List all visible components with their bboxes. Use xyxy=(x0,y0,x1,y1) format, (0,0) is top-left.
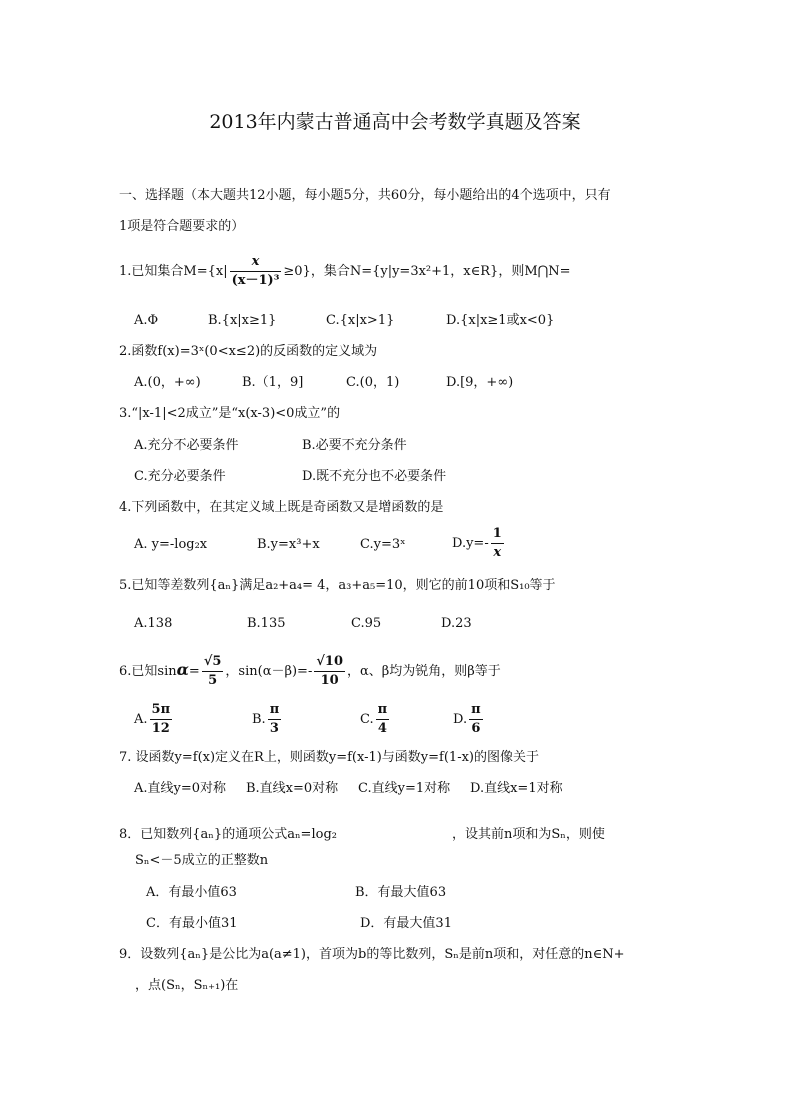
q6-opt-c-num: π xyxy=(376,701,390,720)
q6-stem-part-c: ，α、β均为锐角，则β等于 xyxy=(347,664,501,679)
q2-option-b: B.（1，9] xyxy=(242,375,304,390)
q8-option-b: B．有最大值63 xyxy=(355,885,447,900)
question-8-stem-b: ，设其前n项和为Sₙ，则使 xyxy=(452,827,605,842)
q2-option-d: D.[9，+∞) xyxy=(446,375,514,390)
q6-opt-d-num: π xyxy=(469,701,483,720)
section-header-line2: 1项是符合题要求的） xyxy=(119,219,245,234)
q1-frac-numerator: x xyxy=(230,253,282,272)
q6-option-d-fraction xyxy=(469,701,483,738)
q7-option-a: A.直线y=0对称 xyxy=(134,781,227,796)
q6-f1-numerator: √5 xyxy=(202,653,224,672)
q6-opt-b-den: 3 xyxy=(269,721,279,736)
q6-stem-part-b: ，sin(α－β)=- xyxy=(225,664,313,679)
q3-option-d: D.既不充分也不必要条件 xyxy=(302,469,447,484)
q6-f2-numerator: √10 xyxy=(314,653,345,672)
q6-opt-d-den: 6 xyxy=(471,721,481,736)
q6-option-a-fraction xyxy=(150,701,173,738)
question-8-stem-a: 8．已知数列{aₙ}的通项公式aₙ=log₂ xyxy=(119,827,337,842)
q6-opt-a-den: 12 xyxy=(151,721,170,736)
q7-option-d: D.直线x=1对称 xyxy=(470,781,563,796)
q1-option-c: C.{x|x>1} xyxy=(326,313,395,328)
q4-optd-numerator: 1 xyxy=(491,525,504,544)
q6-f2-denominator: 10 xyxy=(320,673,339,688)
q2-option-a: A.(0，+∞) xyxy=(134,375,201,390)
q2-option-c: C.(0，1) xyxy=(346,375,400,390)
q6-option-c-fraction xyxy=(376,701,390,738)
q4-optd-denominator: x xyxy=(493,545,502,560)
q7-option-b: B.直线x=0对称 xyxy=(246,781,339,796)
q7-option-c: C.直线y=1对称 xyxy=(358,781,451,796)
q8-option-a: A．有最小值63 xyxy=(146,885,237,900)
question-8-stem-c: Sₙ<－5成立的正整数n xyxy=(135,853,269,868)
q3-option-b: B.必要不充分条件 xyxy=(302,438,407,453)
q6-fraction-1 xyxy=(202,653,224,690)
q6-fraction-2 xyxy=(314,653,345,690)
q6-opt-c-den: 4 xyxy=(377,721,387,736)
q6-option-a xyxy=(134,700,174,740)
q8-option-c: C．有最小值31 xyxy=(146,916,238,931)
q1-option-b: B.{x|x≥1} xyxy=(208,313,277,328)
q6-f1-denominator: 5 xyxy=(208,673,218,688)
q5-option-b: B.135 xyxy=(247,616,286,631)
question-7-stem: 7. 设函数y=f(x)定义在R上，则函数y=f(x-1)与函数y=f(1-x)的图像关于 xyxy=(119,750,539,765)
question-4-stem: 4.下列函数中，在其定义域上既是奇函数又是增函数的是 xyxy=(119,500,444,515)
q1-frac-denominator: (x－1)³ xyxy=(231,273,280,288)
q4-option-b: B.y=x³+x xyxy=(257,537,320,552)
q1-option-a: A.Φ xyxy=(134,313,159,328)
page-title: 2013年内蒙古普通高中会考数学真题及答案 xyxy=(209,111,581,133)
section-header-line1: 一、选择题（本大题共12小题，每小题5分，共60分，每小题给出的4个选项中，只有 xyxy=(119,188,611,203)
q4-option-c: C.y=3ˣ xyxy=(360,537,406,552)
q6-option-b-label: B. xyxy=(252,712,266,727)
q3-option-c: C.充分必要条件 xyxy=(134,469,226,484)
q6-option-c xyxy=(360,700,391,740)
q6-option-d-label: D. xyxy=(453,712,468,727)
q1-option-d: D.{x|x≥1或x<0} xyxy=(446,313,555,328)
q6-opt-b-num: π xyxy=(268,701,282,720)
q6-option-a-label: A. xyxy=(134,712,148,727)
q6-stem-part-a: 6.已知sin xyxy=(119,664,177,679)
question-2-stem: 2.函数f(x)=3ˣ(0<x≤2)的反函数的定义域为 xyxy=(119,344,378,359)
q8-option-d: D．有最大值31 xyxy=(360,916,452,931)
q1-stem-part-b: ≥0}，集合N={y|y=3x²+1，x∈R}，则M⋂N= xyxy=(283,264,571,279)
question-5-stem: 5.已知等差数列{aₙ}满足a₂+a₄= 4，a₃+a₅=10，则它的前10项和S₁₀等于 xyxy=(119,578,556,593)
q6-option-d xyxy=(453,700,485,740)
question-3-stem: 3.“|x-1|<2成立”是“x(x-3)<0成立”的 xyxy=(119,406,341,421)
question-9-stem-a: 9．设数列{aₙ}是公比为a(a≠1)，首项为b的等比数列，Sₙ是前n项和，对任意的n∈N+ xyxy=(119,947,625,962)
question-9-stem-b: ，点(Sₙ，Sₙ₊₁)在 xyxy=(135,978,239,993)
question-1-stem xyxy=(119,252,571,292)
q6-option-c-label: C. xyxy=(360,712,374,727)
q4-option-a: A. y=-log₂x xyxy=(134,537,208,552)
q4-option-d xyxy=(452,524,506,564)
q6-option-b xyxy=(252,700,283,740)
q1-stem-part-a: 1.已知集合M={x| xyxy=(119,264,228,279)
q5-option-d: D.23 xyxy=(441,616,472,631)
q4-optd-fraction xyxy=(491,525,504,562)
q1-fraction xyxy=(230,253,282,290)
q6-alpha: α xyxy=(176,660,189,679)
q6-equals: = xyxy=(188,664,200,679)
q5-option-a: A.138 xyxy=(134,616,173,631)
q4-option-d-label: D.y=- xyxy=(452,536,489,551)
q6-opt-a-num: 5π xyxy=(150,701,173,720)
question-6-stem xyxy=(119,648,501,694)
q6-option-b-fraction xyxy=(268,701,282,738)
q5-option-c: C.95 xyxy=(351,616,382,631)
q3-option-a: A.充分不必要条件 xyxy=(134,438,239,453)
